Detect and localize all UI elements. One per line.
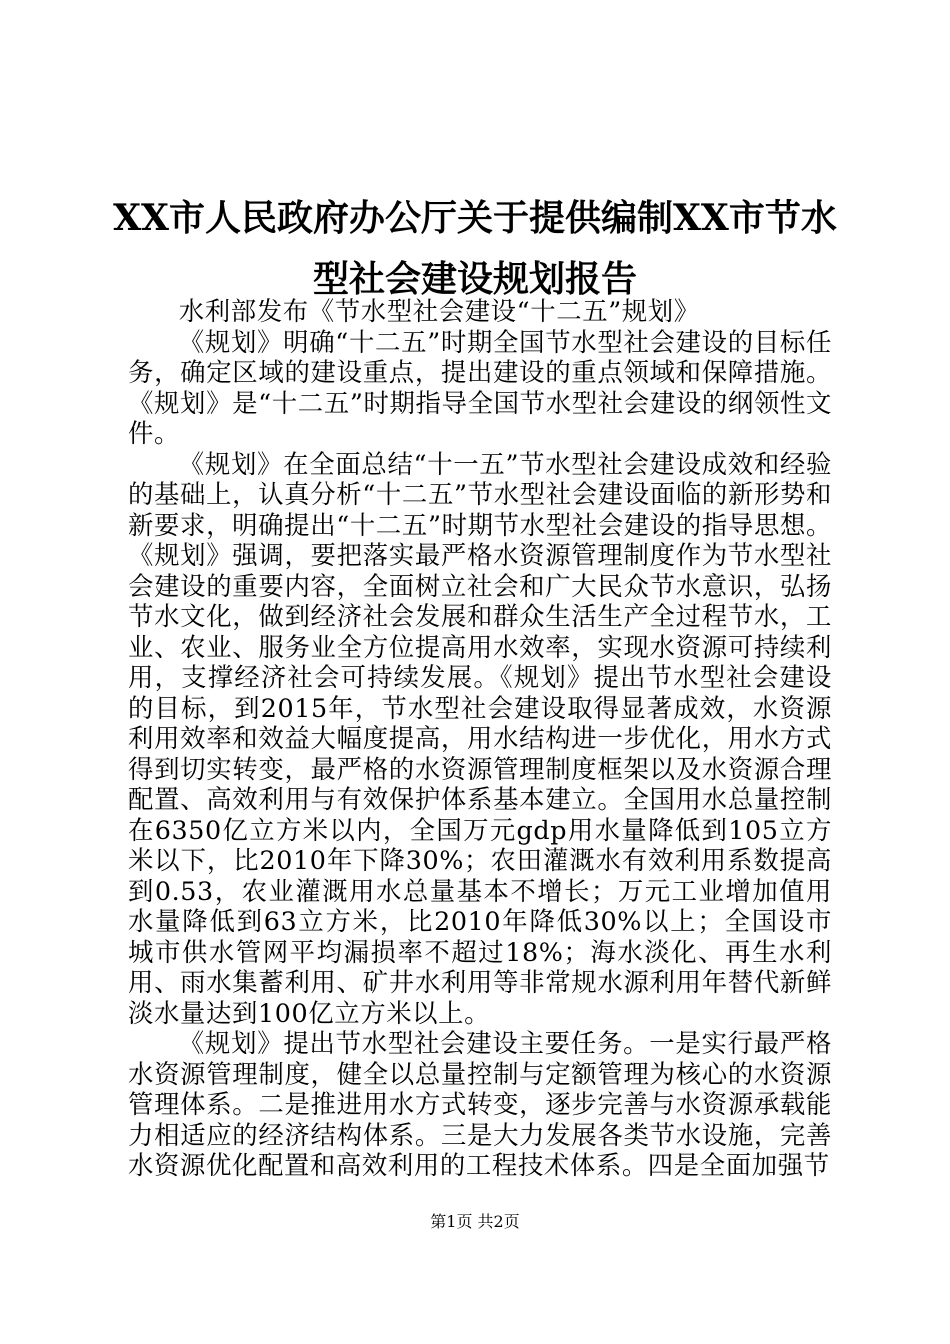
title-line-2: 型社会建设规划报告 <box>312 258 637 300</box>
document-subtitle: 水利部发布《节水型社会建设“十二五”规划》 <box>178 296 700 326</box>
paragraph-1: 《规划》明确“十二五”时期全国节水型社会建设的目标任务，确定区域的建设重点，提出建设的重点领域和保障措施。《规划》是“十二五”时期指导全国节水型社会建设的纲领性文件。 <box>128 326 832 448</box>
document-title <box>100 188 850 310</box>
paragraph-3: 《规划》提出节水型社会建设主要任务。一是实行最严格水资源管理制度，健全以总量控制与定额管理为核心的水资源管理体系。二是推进用水方式转变，逐步完善与水资源承载能力相适应的经济结构体系。三是大力发展各类节水设施，完善水资源优化配置和高效利用的工程技术体系。四是全面加强节 <box>128 1028 832 1180</box>
title-line-1: XX市人民政府办公厅关于提供编制XX市节水 <box>113 197 837 239</box>
document-body <box>128 296 832 1181</box>
page-footer: 第1页 共2页 <box>430 1212 520 1231</box>
paragraph-2: 《规划》在全面总结“十一五”节水型社会建设成效和经验的基础上，认真分析“十二五”节水型社会建设面临的新形势和新要求，明确提出“十二五”时期节水型社会建设的指导思想。《规划》强调，要把落实最严格水资源管理制度作为节水型社会建设的重要内容，全面树立社会和广大民众节水意识，弘扬节水文化，做到经济社会发展和群众生活生产全过程节水，工业、农业、服务业全方位提高用水效率，实现水资源可持续利用，支撑经济社会可持续发展。《规划》提出节水型社会建设的目标，到2015年，节水型社会建设取得显著成效，水资源利用效率和效益大幅度提高，用水结构进一步优化，用水方式得到切实转变，最严格的水资源管理制度框架以及水资源合理配置、高效利用与有效保护体系基本建立。全国用水总量控制在6350亿立方米以内，全国万元gdp用水量降低到105立方米以下，比2010年下降30%；农田灌溉水有效利用系数提高到0.53，农业灌溉用水总量基本不增长；万元工业增加值用水量降低到63立方米，比2010年降低30%以上；全国设市城市供水管网平均漏损率不超过18%；海水淡化、再生水利用、雨水集蓄利用、矿井水利用等非常规水源利用年替代新鲜淡水量达到100亿立方米以上。 <box>128 448 832 1028</box>
